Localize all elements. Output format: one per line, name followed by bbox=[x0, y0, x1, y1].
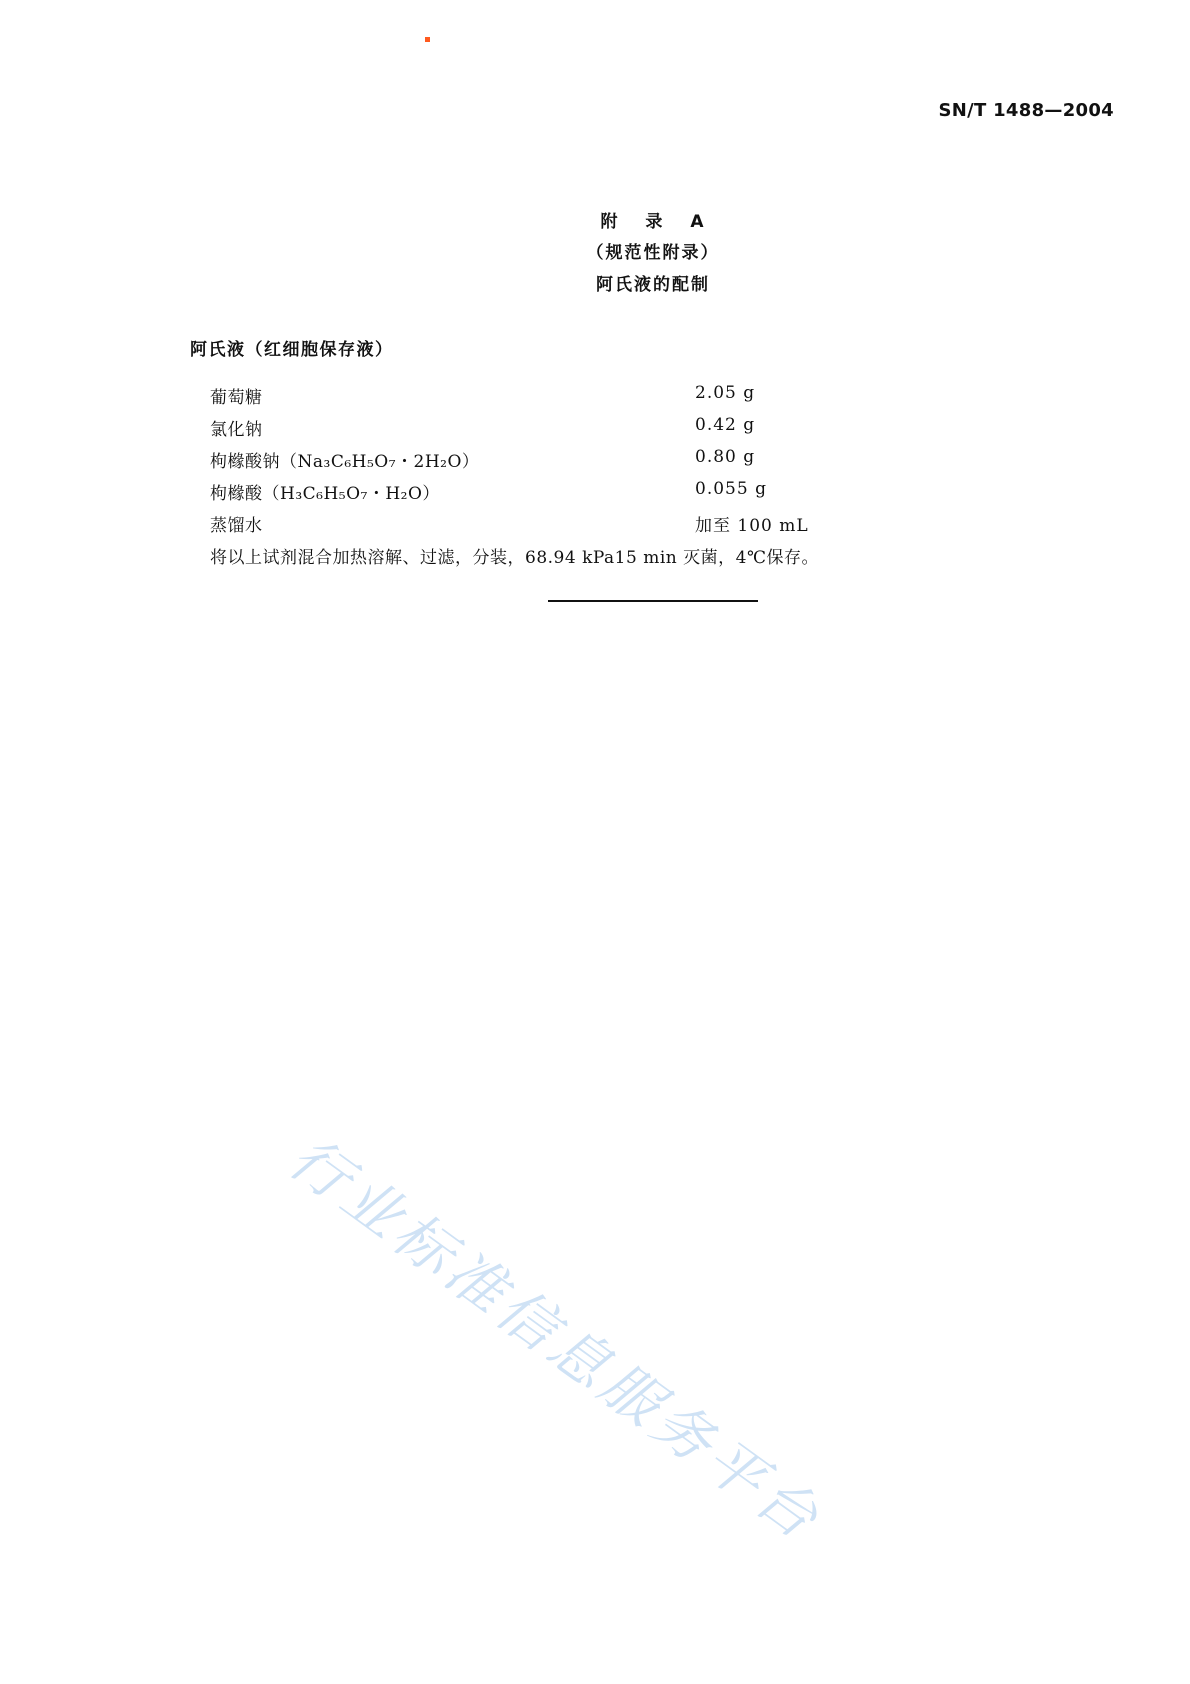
watermark: 行业标准信息服务平台 bbox=[277, 1123, 835, 1555]
reagent-name: 氯化钠 bbox=[210, 420, 263, 440]
corner-mark bbox=[425, 37, 430, 42]
reagent-name: 蒸馏水 bbox=[210, 516, 263, 536]
annex-type: （规范性附录） bbox=[586, 243, 720, 263]
reagent-name: 枸橼酸钠（Na₃C₆H₅O₇・2H₂O） bbox=[210, 452, 480, 472]
reagent-amount: 0.42 g bbox=[695, 415, 756, 435]
reagent-amount: 0.80 g bbox=[695, 447, 756, 467]
annex-title: 阿氏液的配制 bbox=[596, 275, 710, 295]
end-rule bbox=[548, 600, 758, 602]
reagent-amount: 加至 100 mL bbox=[695, 516, 809, 536]
reagent-amount: 2.05 g bbox=[695, 383, 756, 403]
reagent-amount: 0.055 g bbox=[695, 479, 767, 499]
reagent-name: 葡萄糖 bbox=[210, 388, 263, 408]
section-title: 阿氏液（红细胞保存液） bbox=[190, 340, 394, 360]
annex-label: 附 录 A bbox=[600, 212, 706, 232]
standard-number: SN/T 1488—2004 bbox=[938, 100, 1114, 121]
preparation-note: 将以上试剂混合加热溶解、过滤，分装，68.94 kPa15 min 灭菌，4℃保存。 bbox=[210, 548, 819, 568]
reagent-name: 枸橼酸（H₃C₆H₅O₇・H₂O） bbox=[210, 484, 440, 504]
